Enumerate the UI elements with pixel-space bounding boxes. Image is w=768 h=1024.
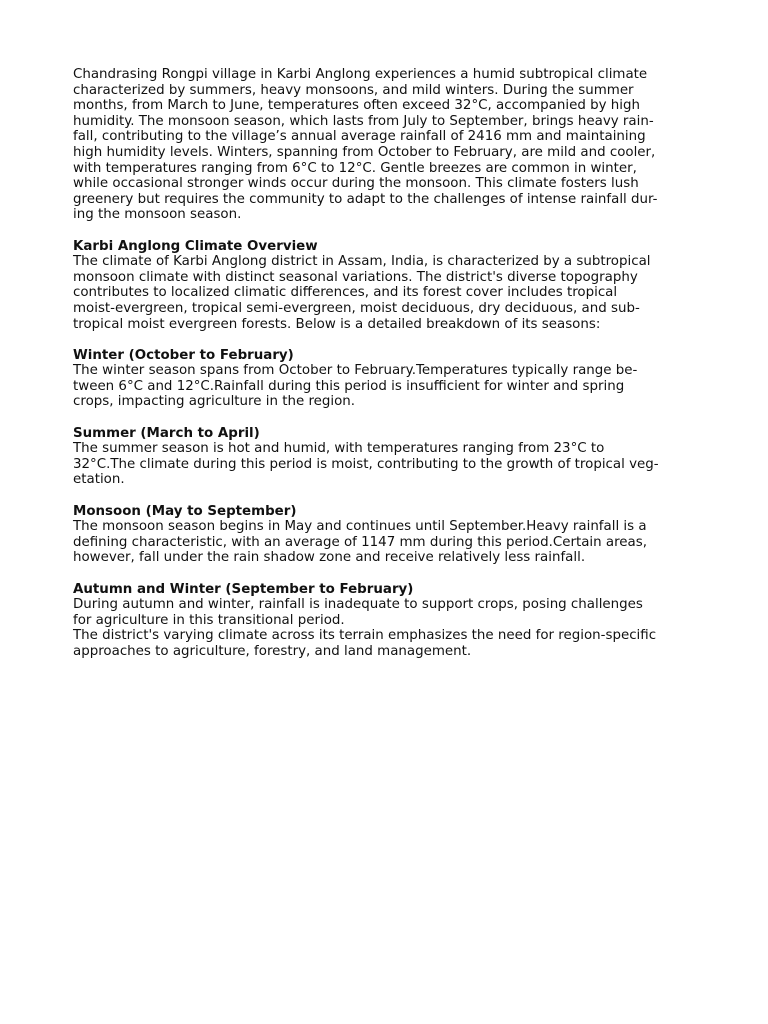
- text-line: defining characteristic, with an average of 1147 mm during this period.Certain areas,: [73, 534, 647, 550]
- text-line: monsoon climate with distinct seasonal variations. The district's diverse topography: [73, 269, 638, 285]
- text-line: Chandrasing Rongpi village in Karbi Anglong experiences a humid subtropical climate: [73, 67, 648, 82]
- section-winter: [73, 348, 703, 410]
- text-line: fall, contributing to the village’s annual average rainfall of 2416 mm and maintaining: [73, 129, 646, 145]
- text-line: while occasional stronger winds occur during the monsoon. This climate fosters lush: [73, 176, 639, 192]
- text-line: characterized by summers, heavy monsoons, and mild winters. During the summer: [73, 82, 634, 98]
- section-heading: Autumn and Winter (September to February): [73, 581, 414, 597]
- text-line: however, fall under the rain shadow zone and receive relatively less rainfall.: [73, 550, 586, 566]
- text-line: tween 6°C and 12°C.Rainfall during this period is insufficient for winter and spring: [73, 378, 625, 394]
- text-line: The winter season spans from October to February.Temperatures typically range be-: [73, 363, 638, 379]
- text-line: with temperatures ranging from 6°C to 12°C. Gentle breezes are common in winter,: [73, 160, 637, 176]
- text-line: high humidity levels. Winters, spanning from October to February, are mild and cooler,: [73, 144, 656, 160]
- document-page: [73, 67, 703, 660]
- paragraph-spacer: [73, 566, 703, 582]
- section-heading: Karbi Anglong Climate Overview: [73, 238, 318, 254]
- text-line: greenery but requires the community to adapt to the challenges of intense rainfall dur-: [73, 191, 658, 207]
- paragraph-spacer: [73, 223, 703, 239]
- text-line: etation.: [73, 472, 125, 488]
- text-line: humidity. The monsoon season, which lasts from July to September, brings heavy rain-: [73, 113, 654, 129]
- text-line: The climate of Karbi Anglong district in Assam, India, is characterized by a subtropical: [73, 254, 651, 270]
- text-line: moist-evergreen, tropical semi-evergreen, moist deciduous, dry deciduous, and sub-: [73, 300, 640, 316]
- section-summer: [73, 426, 703, 488]
- text-line: The summer season is hot and humid, with temperatures ranging from 23°C to: [73, 441, 605, 457]
- text-line: approaches to agriculture, forestry, and land management.: [73, 643, 472, 659]
- section-climate-overview: [73, 239, 703, 333]
- intro-paragraph: [73, 67, 703, 223]
- paragraph-spacer: [73, 488, 703, 504]
- text-line: 32°C.The climate during this period is moist, contributing to the growth of tropical veg-: [73, 456, 659, 472]
- section-heading: Monsoon (May to September): [73, 503, 297, 519]
- section-heading: Summer (March to April): [73, 425, 260, 441]
- paragraph-spacer: [73, 332, 703, 348]
- text-line: The district's varying climate across its terrain emphasizes the need for region-specific: [73, 628, 657, 644]
- paragraph-spacer: [73, 410, 703, 426]
- text-line: During autumn and winter, rainfall is inadequate to support crops, posing challenges: [73, 597, 643, 613]
- text-line: for agriculture in this transitional period.: [73, 612, 345, 628]
- section-heading: Winter (October to February): [73, 347, 294, 363]
- text-line: contributes to localized climatic differences, and its forest cover includes tropical: [73, 285, 618, 301]
- section-autumn-winter: [73, 582, 703, 660]
- text-line: The monsoon season begins in May and continues until September.Heavy rainfall is a: [73, 519, 647, 535]
- text-line: ing the monsoon season.: [73, 207, 242, 223]
- text-line: months, from March to June, temperatures often exceed 32°C, accompanied by high: [73, 98, 640, 114]
- text-line: crops, impacting agriculture in the region.: [73, 394, 356, 410]
- section-monsoon: [73, 504, 703, 566]
- text-line: tropical moist evergreen forests. Below is a detailed breakdown of its seasons:: [73, 316, 601, 332]
